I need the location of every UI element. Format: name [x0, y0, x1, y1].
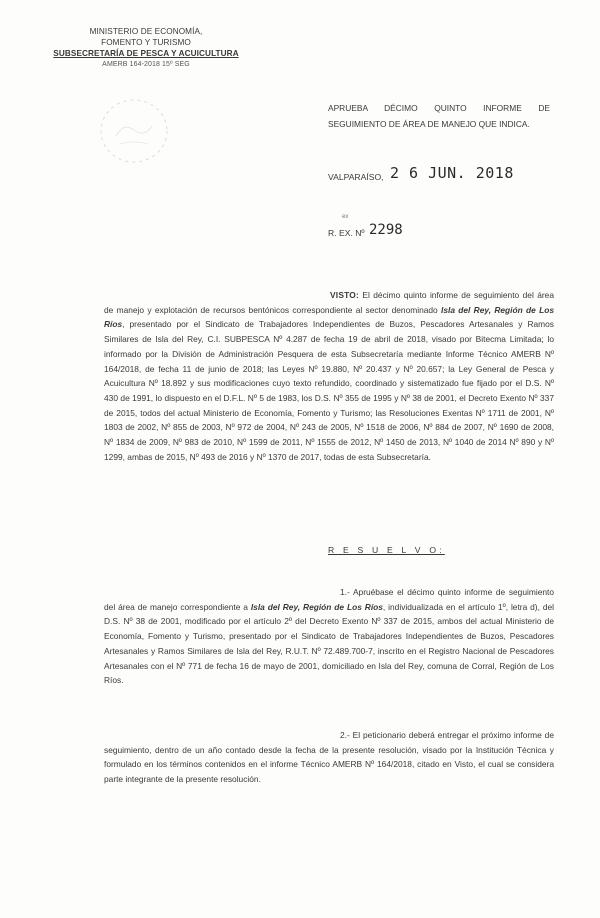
- resolution-number-stamp: 2298: [368, 222, 403, 238]
- visto-keyword: VISTO:: [330, 290, 359, 300]
- exento-mark: ex: [342, 214, 349, 220]
- visto-place: Isla del Rey, Región de Los Ríos: [104, 304, 554, 330]
- resolution-label: R. EX. Nº: [328, 228, 365, 238]
- place-name: VALPARAÍSO,: [328, 172, 384, 182]
- resolution-subject: APRUEBA DÉCIMO QUINTO INFORME DE SEGUIMIENTO DE ÁREA DE MANEJO QUE INDICA.: [328, 103, 550, 129]
- visto-text-a: El décimo quinto informe de seguimiento del área de manejo y explotación de recursos bentónicos correspondiente al sector denominado: [104, 290, 554, 315]
- place-and-date: [328, 164, 568, 182]
- file-reference: AMERB 164-2018 15º SEG: [102, 61, 190, 68]
- visto-paragraph: [104, 288, 554, 464]
- date-stamp: 2 6 JUN. 2018: [389, 164, 514, 182]
- point-2-paragraph: 2.- El peticionario deberá entregar el próximo informe de seguimiento, dentro de un año contado desde la fecha de la presente resolución, visado por la Institución Técnica y formulado en los términos contenidos en el informe Técnico AMERB Nº 164/2018, citado en Visto, el cual se considera parte integrante de la presente resolución.: [104, 730, 554, 785]
- point-1-paragraph: [104, 585, 554, 688]
- point-1-place: Isla del Rey, Región de Los Ríos: [250, 601, 383, 612]
- visto-text-b: , presentado por el Sindicato de Trabajadores Independientes de Buzos, Pescadores Artesanales y Ramos Similares de Isla del Rey, C.I. SUBPESCA Nº 4.287 de fecha 19 de abril de 2018, visado por Bitecma Limitada; lo informado por la División de Administración Pesquera de esta Subsecretaría mediante Informe Técnico AMERB Nº 164/2018, de fecha 11 de junio de 2018; las Leyes Nº 19.880, Nº 20.437 y Nº 20.657; la Ley General de Pesca y Acuicultura Nº 18.892 y sus modificaciones cuyo texto refundido, coordinado y sistematizado fue fijado por el D.S. Nº 430 de 1991, lo dispuesto en el D.F.L. Nº 5 de 1983, los D.S. Nº 355 de 1995 y Nº 38 de 2001, el Decreto Exento Nº 337 de 2015, todos del actual Ministerio de Economía, Fomento y Turismo; las Resoluciones Exentas Nº 1711 de 2001, Nº 1803 de 2002, Nº 855 de 2003, Nº 972 de 2004, Nº 243 de 2005, Nº 1518 de 2006, Nº 884 de 2007, Nº 1690 de 2008, Nº 1834 de 2009, Nº 983 de 2010, Nº 1599 de 2011, Nº 1555 de 2012, Nº 1450 de 2013, Nº 1040 de 2014 Nº 890 y Nº 1299, ambas de 2015, Nº 493 de 2016 y Nº 1370 de 2017, todas de esta Subsecretaría.: [104, 319, 554, 462]
- letterhead: [46, 26, 246, 70]
- resolution-number: [328, 214, 478, 238]
- point-1-text-a: 1.- Apruébase el décimo quinto informe de seguimiento del área de manejo correspondiente a: [104, 587, 554, 612]
- subsecretaria-name: SUBSECRETARÍA DE PESCA Y ACUICULTURA: [53, 49, 239, 58]
- official-seal-icon: [98, 96, 170, 166]
- resuelvo-heading: R E S U E L V O:: [328, 545, 445, 555]
- ministry-name: MINISTERIO DE ECONOMÍA,: [89, 27, 203, 36]
- ministry-name-2: FOMENTO Y TURISMO: [101, 38, 191, 47]
- point-1-text-b: , individualizada en el artículo 1º, letra d), del D.S. Nº 38 de 2001, modificado por el artículo 2º del Decreto Exento Nº 337 de 2015, ambos del actual Ministerio de Economía, Fomento y Turismo, presentado por el Sindicato de Trabajadores Independientes de Buzos, Pescadores Artesanales y Ramos Similares de Isla del Rey, R.U.T. Nº 72.489.700-7, inscrito en el Registro Nacional de Pescadores Artesanales con el Nº 771 de fecha 16 de mayo de 2001, domiciliado en Isla del Rey, comuna de Corral, Región de Los Ríos.: [104, 601, 554, 686]
